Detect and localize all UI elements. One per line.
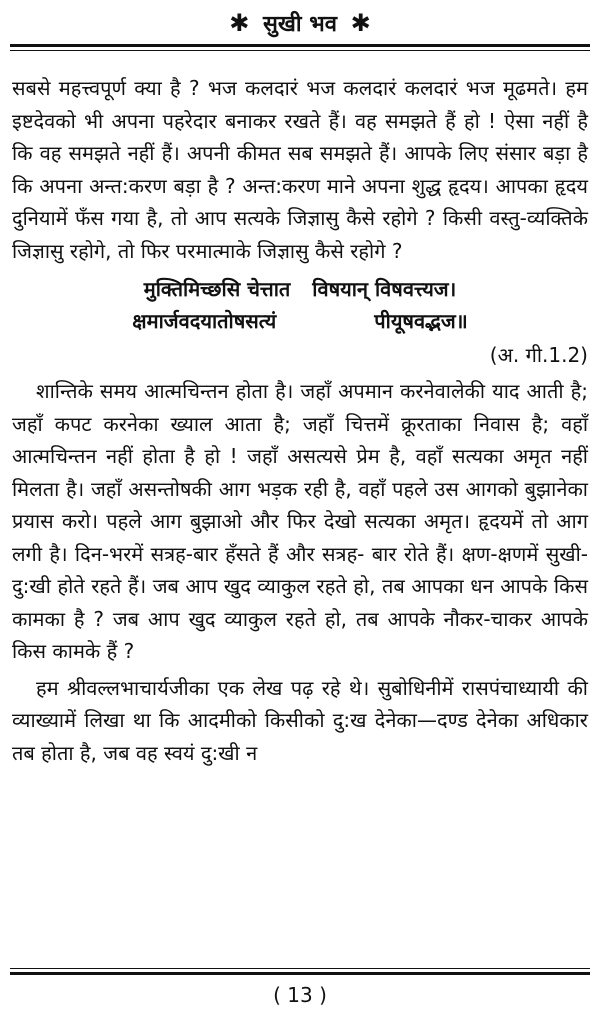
paragraph-3: हम श्रीवल्लभाचार्यजीका एक लेख पढ़ रहे थे। सुबोधिनीमें रासपंचाध्यायी की व्याख्यामें लिखा था कि आदमीको किसीको दु:ख देनेका—दण्ड देनेका अधिकार तब होता है, जब वह स्वयं दु:खी न (12, 675, 588, 765)
paragraph-2: शान्तिके समय आत्मचिन्तन होता है। जहाँ अपमान करनेवालेकी याद आती है; जहाँ कपट करनेका ख्याल आता है; जहाँ चित्तमें क्रूरताका निवास है; वहाँ आत्मचिन्तन नहीं होता है हो ! जहाँ असत्यसे प्रेम है, वहाँ सत्यका अमृत नहीं मिलता है। जहाँ असन्तोषकी आग भड़क रही है, वहाँ पहले उस आगको बुझानेका प्रयास करो। पहले आग बुझाओ और फिर देखो सत्यका अमृत। हृदयमें तो आग लगी है। दिन-भरमें सत्रह-बार हँसते हैं और सत्रह- बार रोते हैं। क्षण-क्षणमें सुखी-दु:खी होते रहते हैं। जब आप खुद व्याकुल रहते हो, तब आपका धन आपके किस कामका है ? जब आप खुद व्याकुल रहते हो, तब आपके नौकर-चाकर आपके किस कामके हैं ? (12, 379, 588, 663)
star-left-icon: ✱ (229, 9, 250, 37)
verse-line-1 (12, 273, 588, 305)
verse-reference: (अ. गी.1.2) (489, 343, 588, 367)
header-rule (10, 44, 590, 51)
sanskrit-verse (12, 273, 588, 337)
verse-line-1-right: विषयान् विषवत्त्यज। (312, 277, 457, 301)
header-title: सुखी भव (263, 12, 337, 37)
page-number: ( 13 ) (273, 983, 327, 1007)
page-body (12, 72, 588, 769)
verse-line-1-left: मुक्तिमिच्छसि चेत्तात (143, 277, 291, 301)
verse-line-2 (12, 305, 588, 337)
star-right-icon: ✱ (350, 9, 371, 37)
running-header (0, 6, 600, 40)
footer-rule (10, 968, 590, 975)
verse-line-2-right: पीयूषवद्भज॥ (374, 309, 468, 333)
paragraph-1: सबसे महत्त्वपूर्ण क्या है ? भज कलदारं भज कलदारं कलदारं भज मूढमते। हम इष्टदेवको भी अपना पहरेदार बनाकर रखते हैं। वह समझते हैं हो ! ऐसा नहीं है कि वह समझते नहीं हैं। अपनी कीमत सब समझते हैं। आपके लिए संसार बड़ा है कि अपना अन्त:करण बड़ा है ? अन्त:करण माने अपना शुद्ध हृदय। आपका हृदय दुनियामें फँस गया है, तो आप सत्यके जिज्ञासु कैसे रहोगे ? किसी वस्तु-व्यक्तिके जिज्ञासु रहोगे, तो फिर परमात्माके जिज्ञासु कैसे रहोगे ? (12, 76, 588, 263)
verse-line-2-left: क्षमार्जवदयातोषसत्यं (132, 309, 277, 333)
